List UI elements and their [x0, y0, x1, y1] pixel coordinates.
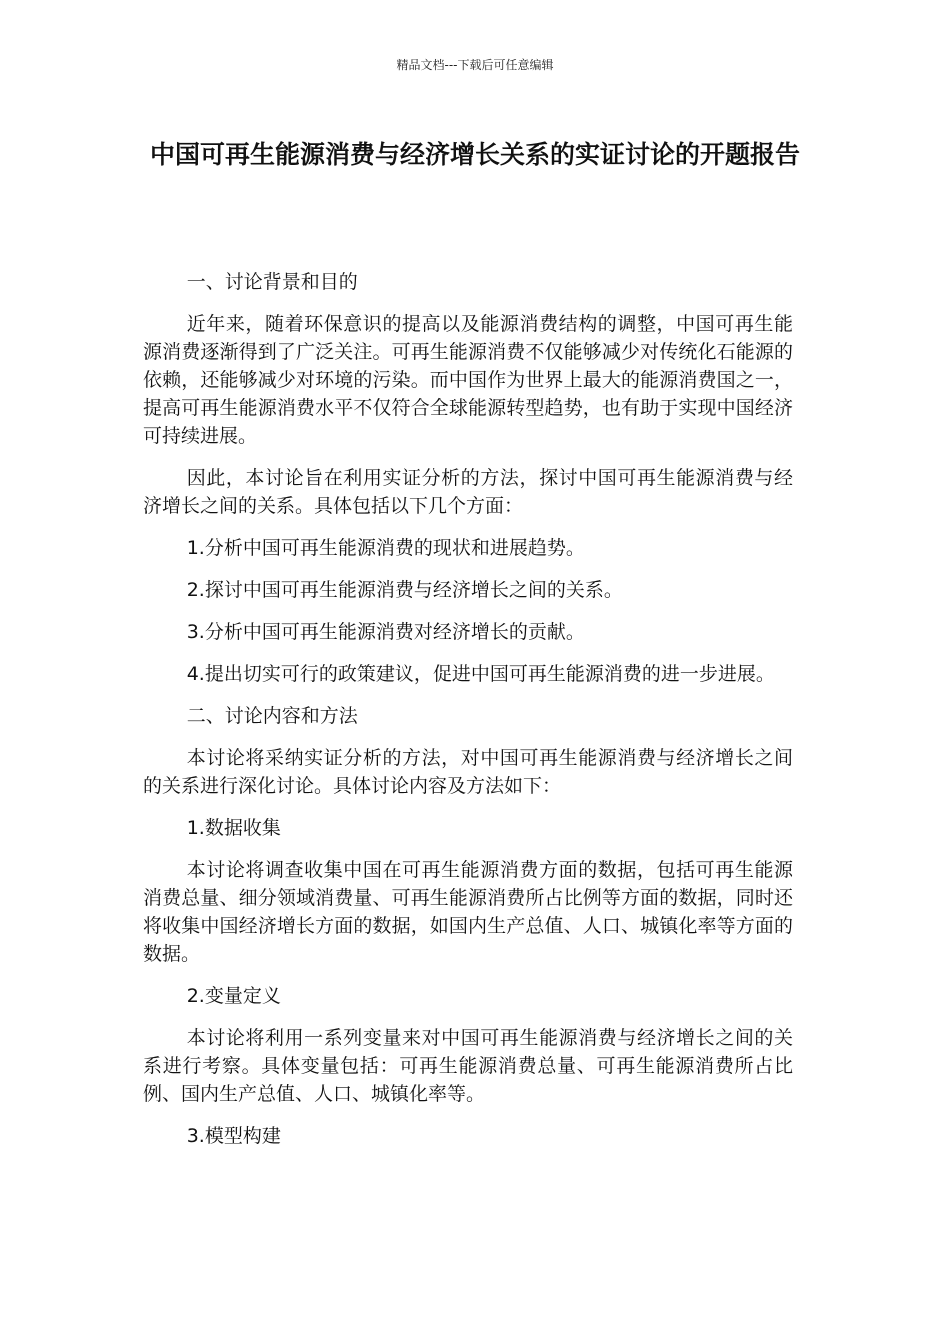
document-body	[143, 268, 793, 1164]
document-title: 中国可再生能源消费与经济增长关系的实证讨论的开题报告	[149, 140, 800, 169]
list-item-4: 4.提出切实可行的政策建议，促进中国可再生能源消费的进一步进展。	[186, 663, 775, 685]
paragraph-purpose: 因此，本讨论旨在利用实证分析的方法，探讨中国可再生能源消费与经济增长之间的关系。具体包括以下几个方面：	[143, 467, 793, 517]
subheading-variable-definition: 2.变量定义	[186, 985, 281, 1007]
subheading-model-construction: 3.模型构建	[186, 1125, 281, 1147]
list-item-3: 3.分析中国可再生能源消费对经济增长的贡献。	[186, 621, 585, 643]
section-heading-content-method: 二、讨论内容和方法	[186, 705, 358, 727]
paragraph-background: 近年来，随着环保意识的提高以及能源消费结构的调整，中国可再生能源消费逐渐得到了广泛关注。可再生能源消费不仅能够减少对传统化石能源的依赖，还能够减少对环境的污染。而中国作为世界上最大的能源消费国之一，提高可再生能源消费水平不仅符合全球能源转型趋势，也有助于实现中国经济可持续进展。	[143, 313, 793, 447]
section-heading-background: 一、讨论背景和目的	[186, 271, 358, 293]
paragraph-variable-definition: 本讨论将利用一系列变量来对中国可再生能源消费与经济增长之间的关系进行考察。具体变量包括：可再生能源消费总量、可再生能源消费所占比例、国内生产总值、人口、城镇化率等。	[143, 1027, 793, 1105]
paragraph-data-collection: 本讨论将调查收集中国在可再生能源消费方面的数据，包括可再生能源消费总量、细分领域消费量、可再生能源消费所占比例等方面的数据，同时还将收集中国经济增长方面的数据，如国内生产总值、人口、城镇化率等方面的数据。	[143, 859, 793, 965]
list-item-2: 2.探讨中国可再生能源消费与经济增长之间的关系。	[186, 579, 623, 601]
page-header: 精品文档---下载后可任意编辑	[396, 58, 554, 72]
paragraph-method-intro: 本讨论将采纳实证分析的方法，对中国可再生能源消费与经济增长之间的关系进行深化讨论。具体讨论内容及方法如下：	[143, 747, 793, 797]
subheading-data-collection: 1.数据收集	[186, 817, 281, 839]
list-item-1: 1.分析中国可再生能源消费的现状和进展趋势。	[186, 537, 585, 559]
